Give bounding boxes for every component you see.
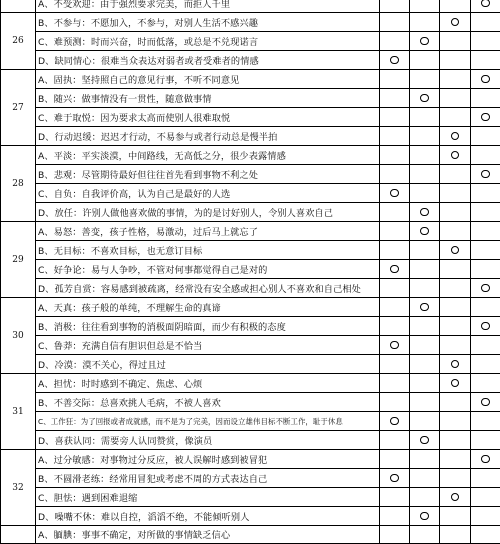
answer-cell-1[interactable] bbox=[380, 203, 410, 222]
answer-cell-3[interactable] bbox=[440, 431, 471, 450]
answer-cell-4[interactable] bbox=[471, 184, 500, 203]
answer-cell-2[interactable] bbox=[410, 450, 440, 469]
question-number: 31 bbox=[1, 374, 36, 450]
circle-icon bbox=[481, 75, 490, 84]
answer-cell-1[interactable] bbox=[380, 317, 410, 336]
answer-cell-1[interactable] bbox=[380, 298, 410, 317]
table-row bbox=[1, 70, 500, 89]
question-number bbox=[1, 0, 36, 13]
answer-cell-4[interactable] bbox=[471, 146, 500, 165]
answer-cell-3[interactable] bbox=[440, 507, 471, 526]
answer-cell-1[interactable] bbox=[380, 450, 410, 469]
option-text: B、不善交际：总喜欢挑人毛病，不被人喜欢 bbox=[36, 393, 380, 412]
circle-icon bbox=[481, 113, 490, 122]
option-text: D、行动迟缓：迟迟才行动，不易参与或者行动总是慢半拍 bbox=[36, 127, 380, 146]
circle-icon bbox=[451, 493, 460, 502]
question-number: 26 bbox=[1, 13, 36, 70]
option-text: D、冷漠：漠不关心，得过且过 bbox=[36, 355, 380, 374]
answer-cell-1[interactable] bbox=[380, 70, 410, 89]
answer-cell-4[interactable] bbox=[471, 412, 500, 431]
circle-icon bbox=[451, 360, 460, 369]
answer-cell-4[interactable] bbox=[471, 32, 500, 51]
answer-cell-2[interactable] bbox=[410, 0, 440, 13]
answer-cell-2[interactable] bbox=[410, 412, 440, 431]
option-text: B、不参与：不愿加入，不参与，对别人生活不感兴趣 bbox=[36, 13, 380, 32]
question-number: 28 bbox=[1, 146, 36, 222]
option-text: D、噪嘴不休：难以自控，滔滔不绝，不能倾听别人 bbox=[36, 507, 380, 526]
answer-cell-3[interactable] bbox=[440, 317, 471, 336]
answer-cell-3[interactable] bbox=[440, 412, 471, 431]
answer-cell-3[interactable] bbox=[440, 70, 471, 89]
table-row bbox=[1, 431, 500, 450]
table-row bbox=[1, 203, 500, 222]
table-row bbox=[1, 450, 500, 469]
answer-cell-4[interactable] bbox=[471, 526, 500, 544]
circle-icon bbox=[390, 56, 399, 65]
circle-icon bbox=[420, 37, 429, 46]
answer-cell-4[interactable] bbox=[471, 298, 500, 317]
circle-icon bbox=[390, 341, 399, 350]
option-text: C、难于取悦：因为要求太高而使别人很难取悦 bbox=[36, 108, 380, 127]
answer-cell-3[interactable] bbox=[440, 260, 471, 279]
answer-cell-2[interactable] bbox=[410, 51, 440, 70]
answer-cell-2[interactable] bbox=[410, 298, 440, 317]
answer-cell-3[interactable] bbox=[440, 13, 471, 32]
answer-cell-1[interactable] bbox=[380, 146, 410, 165]
table-row bbox=[1, 13, 500, 32]
table-row bbox=[1, 241, 500, 260]
answer-cell-1[interactable] bbox=[380, 507, 410, 526]
option-text: A、过分敏感：对事物过分反应，被人误解时感到被冒犯 bbox=[36, 450, 380, 469]
option-text: B、随兴：做事情没有一贯性，随意做事情 bbox=[36, 89, 380, 108]
answer-cell-2[interactable] bbox=[410, 146, 440, 165]
answer-cell-1[interactable] bbox=[380, 241, 410, 260]
answer-cell-2[interactable] bbox=[410, 336, 440, 355]
option-text: C、鲁莽：充满自信有胆识但总是不恰当 bbox=[36, 336, 380, 355]
question-number bbox=[1, 526, 36, 544]
table-row bbox=[1, 184, 500, 203]
answer-cell-1[interactable] bbox=[380, 469, 410, 488]
circle-icon bbox=[420, 303, 429, 312]
answer-cell-3[interactable] bbox=[440, 89, 471, 108]
answer-cell-3[interactable] bbox=[440, 374, 471, 393]
answer-cell-2[interactable] bbox=[410, 241, 440, 260]
circle-icon bbox=[451, 379, 460, 388]
circle-icon bbox=[420, 94, 429, 103]
table-row bbox=[1, 0, 500, 13]
answer-cell-1[interactable] bbox=[380, 222, 410, 241]
answer-cell-4[interactable] bbox=[471, 279, 500, 298]
answer-cell-4[interactable] bbox=[471, 450, 500, 469]
table-row bbox=[1, 165, 500, 184]
option-text: D、缺同情心：很难当众表达对弱者或者受难者的情感 bbox=[36, 51, 380, 70]
answer-cell-3[interactable] bbox=[440, 355, 471, 374]
circle-icon bbox=[390, 474, 399, 483]
table-row bbox=[1, 127, 500, 146]
answer-cell-2[interactable] bbox=[410, 393, 440, 412]
answer-cell-1[interactable] bbox=[380, 336, 410, 355]
answer-cell-2[interactable] bbox=[410, 127, 440, 146]
table-row bbox=[1, 146, 500, 165]
answer-cell-1[interactable] bbox=[380, 488, 410, 507]
answer-cell-1[interactable] bbox=[380, 108, 410, 127]
answer-cell-2[interactable] bbox=[410, 203, 440, 222]
answer-cell-3[interactable] bbox=[440, 222, 471, 241]
answer-cell-2[interactable] bbox=[410, 355, 440, 374]
circle-icon bbox=[420, 227, 429, 236]
answer-cell-3[interactable] bbox=[440, 450, 471, 469]
circle-icon bbox=[451, 151, 460, 160]
table-row bbox=[1, 488, 500, 507]
answer-cell-1[interactable] bbox=[380, 127, 410, 146]
option-text: D、孤芳自赏：容易感到被疏离，经常没有安全感或担心别人不喜欢和自己相处 bbox=[36, 279, 380, 298]
answer-cell-4[interactable] bbox=[471, 165, 500, 184]
answer-cell-1[interactable] bbox=[380, 51, 410, 70]
answer-cell-3[interactable] bbox=[440, 469, 471, 488]
circle-icon bbox=[481, 284, 490, 293]
table-row bbox=[1, 393, 500, 412]
answer-cell-3[interactable] bbox=[440, 108, 471, 127]
option-text: B、无目标：不喜欢目标，也无意订目标 bbox=[36, 241, 380, 260]
answer-cell-4[interactable] bbox=[471, 89, 500, 108]
circle-icon bbox=[390, 189, 399, 198]
answer-cell-2[interactable] bbox=[410, 165, 440, 184]
answer-cell-2[interactable] bbox=[410, 222, 440, 241]
answer-cell-3[interactable] bbox=[440, 279, 471, 298]
answer-cell-3[interactable] bbox=[440, 298, 471, 317]
answer-cell-1[interactable] bbox=[380, 32, 410, 51]
answer-cell-1[interactable] bbox=[380, 355, 410, 374]
option-text: B、悲观：尽管期待最好但往往首先看到事物不利之处 bbox=[36, 165, 380, 184]
answer-cell-4[interactable] bbox=[471, 317, 500, 336]
answer-cell-2[interactable] bbox=[410, 317, 440, 336]
table-row bbox=[1, 89, 500, 108]
answer-cell-4[interactable] bbox=[471, 469, 500, 488]
option-text: A、固执：坚持照自己的意见行事，不听不同意见 bbox=[36, 70, 380, 89]
answer-cell-3[interactable] bbox=[440, 336, 471, 355]
answer-cell-4[interactable] bbox=[471, 260, 500, 279]
answer-cell-3[interactable] bbox=[440, 488, 471, 507]
answer-cell-2[interactable] bbox=[410, 13, 440, 32]
answer-cell-1[interactable] bbox=[380, 431, 410, 450]
answer-cell-4[interactable] bbox=[471, 108, 500, 127]
table-row bbox=[1, 412, 500, 431]
table-row bbox=[1, 526, 500, 544]
question-number: 27 bbox=[1, 70, 36, 146]
answer-cell-3[interactable] bbox=[440, 241, 471, 260]
answer-cell-4[interactable] bbox=[471, 431, 500, 450]
answer-cell-2[interactable] bbox=[410, 431, 440, 450]
option-text: A、平淡：平实淡漠，中间路线，无高低之分，很少表露情感 bbox=[36, 146, 380, 165]
answer-cell-4[interactable] bbox=[471, 222, 500, 241]
table-row bbox=[1, 374, 500, 393]
answer-cell-4[interactable] bbox=[471, 0, 500, 13]
option-text: B、消极：往往看到事物的消极面阴暗面，而少有积极的态度 bbox=[36, 317, 380, 336]
answer-cell-3[interactable] bbox=[440, 51, 471, 70]
circle-icon bbox=[420, 512, 429, 521]
table-row bbox=[1, 279, 500, 298]
answer-cell-3[interactable] bbox=[440, 526, 471, 544]
answer-cell-2[interactable] bbox=[410, 507, 440, 526]
circle-icon bbox=[481, 322, 490, 331]
answer-cell-1[interactable] bbox=[380, 526, 410, 544]
table-row bbox=[1, 32, 500, 51]
answer-cell-2[interactable] bbox=[410, 526, 440, 544]
answer-cell-3[interactable] bbox=[440, 146, 471, 165]
answer-cell-1[interactable] bbox=[380, 393, 410, 412]
circle-icon bbox=[420, 208, 429, 217]
answer-cell-1[interactable] bbox=[380, 374, 410, 393]
option-text: D、喜获认同：需要旁人认同赞赏，像演员 bbox=[36, 431, 380, 450]
option-text: A、担忧：时时感到不确定、焦虑、心烦 bbox=[36, 374, 380, 393]
table-row bbox=[1, 51, 500, 70]
answer-cell-2[interactable] bbox=[410, 70, 440, 89]
answer-cell-4[interactable] bbox=[471, 70, 500, 89]
circle-icon bbox=[481, 170, 490, 179]
table-row bbox=[1, 260, 500, 279]
table-row bbox=[1, 222, 500, 241]
answer-cell-3[interactable] bbox=[440, 0, 471, 13]
answer-cell-1[interactable] bbox=[380, 184, 410, 203]
answer-cell-2[interactable] bbox=[410, 32, 440, 51]
option-text: C、工作狂：为了回报或者成就感，而不是为了完美，因而设立雄伟目标不断工作，耻于休息 bbox=[36, 412, 380, 431]
answer-cell-4[interactable] bbox=[471, 393, 500, 412]
option-text: C、难预测：时而兴奋，时而低落，或总是不兑现诺言 bbox=[36, 32, 380, 51]
answer-cell-2[interactable] bbox=[410, 108, 440, 127]
table-row bbox=[1, 469, 500, 488]
option-text: A、不受欢迎：由于强烈要求完美，而拒人千里 bbox=[36, 0, 380, 13]
answer-cell-4[interactable] bbox=[471, 374, 500, 393]
answer-cell-4[interactable] bbox=[471, 13, 500, 32]
answer-cell-4[interactable] bbox=[471, 127, 500, 146]
question-number: 32 bbox=[1, 450, 36, 526]
table-row bbox=[1, 298, 500, 317]
option-text: D、放任：许别人做他喜欢做的事情，为的是讨好别人，令别人喜欢自己 bbox=[36, 203, 380, 222]
circle-icon bbox=[481, 398, 490, 407]
table-row bbox=[1, 336, 500, 355]
option-text: C、自负：自我评价高，认为自己是最好的人选 bbox=[36, 184, 380, 203]
answer-cell-3[interactable] bbox=[440, 32, 471, 51]
option-text: C、好争论：易与人争吵，不管对何事都觉得自己是对的 bbox=[36, 260, 380, 279]
circle-icon bbox=[420, 436, 429, 445]
answer-cell-3[interactable] bbox=[440, 393, 471, 412]
circle-icon bbox=[451, 246, 460, 255]
answer-cell-4[interactable] bbox=[471, 488, 500, 507]
option-text: A、腼腆：事事不确定，对所做的事情缺乏信心 bbox=[36, 526, 380, 544]
answer-cell-3[interactable] bbox=[440, 203, 471, 222]
answer-cell-4[interactable] bbox=[471, 241, 500, 260]
answer-cell-4[interactable] bbox=[471, 336, 500, 355]
answer-cell-1[interactable] bbox=[380, 89, 410, 108]
circle-icon bbox=[390, 417, 399, 426]
answer-cell-4[interactable] bbox=[471, 203, 500, 222]
circle-icon bbox=[481, 455, 490, 464]
question-number: 30 bbox=[1, 298, 36, 374]
circle-icon bbox=[451, 132, 460, 141]
answer-cell-2[interactable] bbox=[410, 469, 440, 488]
answer-cell-2[interactable] bbox=[410, 374, 440, 393]
table-row bbox=[1, 355, 500, 374]
answer-cell-2[interactable] bbox=[410, 89, 440, 108]
answer-cell-4[interactable] bbox=[471, 507, 500, 526]
table-row bbox=[1, 507, 500, 526]
question-number: 29 bbox=[1, 222, 36, 298]
answer-cell-1[interactable] bbox=[380, 13, 410, 32]
answer-cell-1[interactable] bbox=[380, 412, 410, 431]
answer-cell-2[interactable] bbox=[410, 488, 440, 507]
answer-cell-3[interactable] bbox=[440, 127, 471, 146]
answer-cell-2[interactable] bbox=[410, 184, 440, 203]
answer-cell-1[interactable] bbox=[380, 165, 410, 184]
answer-cell-1[interactable] bbox=[380, 260, 410, 279]
circle-icon bbox=[390, 265, 399, 274]
circle-icon bbox=[481, 0, 490, 7]
table-row bbox=[1, 317, 500, 336]
option-text: A、易怒：善变，孩子性格，易激动，过后马上就忘了 bbox=[36, 222, 380, 241]
circle-icon bbox=[451, 18, 460, 27]
answer-cell-3[interactable] bbox=[440, 184, 471, 203]
answer-cell-3[interactable] bbox=[440, 165, 471, 184]
answer-cell-2[interactable] bbox=[410, 279, 440, 298]
answer-cell-4[interactable] bbox=[471, 355, 500, 374]
answer-cell-2[interactable] bbox=[410, 260, 440, 279]
answer-cell-1[interactable] bbox=[380, 279, 410, 298]
option-text: B、不圆滑老练：经常用冒犯或考虑不周的方式表达自己 bbox=[36, 469, 380, 488]
option-text: C、胆怯：遇到困难退缩 bbox=[36, 488, 380, 507]
answer-cell-1[interactable] bbox=[380, 0, 410, 13]
answer-cell-4[interactable] bbox=[471, 51, 500, 70]
option-text: A、天真：孩子般的单纯，不理解生命的真谛 bbox=[36, 298, 380, 317]
table-row bbox=[1, 108, 500, 127]
